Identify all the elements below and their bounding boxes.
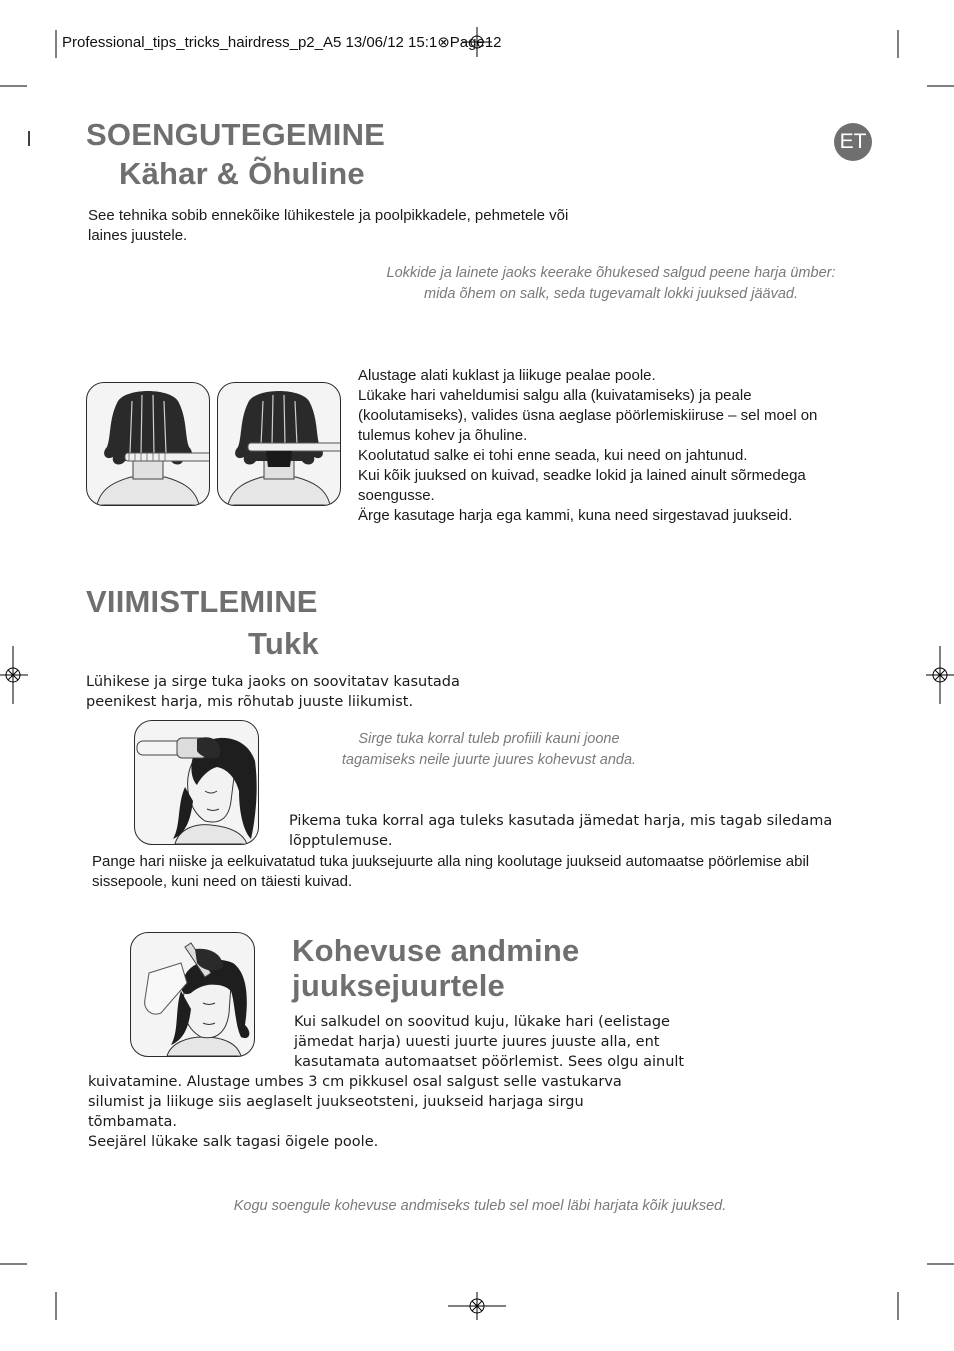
text-line: Lükake hari vaheldumisi salgu alla (kuivatamiseks) ja peale (358, 387, 752, 404)
text-line: tõmbamata. (88, 1114, 177, 1130)
text-line: Lokkide ja lainete jaoks keerake õhukesed salgud peene harja ümber: (386, 265, 836, 281)
section2-instructions (92, 852, 809, 892)
section-subtitle-fringe: Tukk (248, 626, 319, 661)
text-line: Lühikese ja sirge tuka jaoks on soovitatav kasutada (86, 674, 460, 690)
text-line: tagamiseks neile juurte juures kohevust anda. (341, 751, 637, 768)
section1-intro (88, 206, 568, 246)
text-line: silumist ja liikuge siis aeglaselt juukseotsteni, juukseid harjaga sirgu (88, 1094, 584, 1110)
text-line: Koolutatud salke ei tohi enne seada, kui need on jahtunud. (358, 447, 748, 464)
text-line: Kui kõik juuksed on kuivad, seadke lokid ja lained ainult sõrmedega (358, 467, 806, 484)
text-line: jämedat harja) uuesti juurte juures juuste alla, ent (294, 1034, 660, 1050)
text-line: Pikema tuka korral aga tuleks kasutada jämedat harja, mis tagab siledama (289, 813, 833, 829)
registration-mark-bottom (448, 1292, 506, 1320)
text-line: (koolutamiseks), valides üsna aeglase pöörlemiskiiruse – sel moel on (358, 407, 818, 424)
section-title-styling: SOENGUTEGEMINE (86, 117, 386, 152)
text-line: kasutamata automaatset pöörlemist. Sees olgu ainult (294, 1054, 685, 1070)
text-line: kuivatamine. Alustage umbes 3 cm pikkusel osal salgust selle vastukarva (88, 1074, 622, 1090)
illustration-root-volume (130, 932, 255, 1057)
registration-mark-right (926, 646, 954, 704)
section2-long-fringe (289, 811, 832, 851)
text-line: Seejärel lükake salk tagasi õigele poole. (88, 1134, 379, 1150)
text-line: Pange hari niiske ja eelkuivatatud tuka juuksejuurte alla ning koolutage juukseid automaatse pöörlemise abil (92, 853, 810, 870)
text-line: Alustage alati kuklast ja liikuge pealae poole. (358, 367, 656, 384)
section1-steps (358, 366, 817, 526)
registration-mark-left (0, 646, 28, 704)
text-line: lõpptulemuse. (289, 833, 393, 849)
section-title-root-volume (292, 933, 579, 1003)
section-title-finishing: VIIMISTLEMINE (86, 584, 318, 619)
illustration-brush-over (217, 382, 341, 506)
section2-tip (300, 729, 678, 770)
section-subtitle-curly: Kähar & Õhuline (119, 156, 365, 191)
illustration-brush-under (86, 382, 210, 506)
text-line: mida õhem on salk, seda tugevamalt lokki juuksed jäävad. (424, 285, 798, 302)
footer-tip: Kogu soengule kohevuse andmiseks tuleb sel moel läbi harjata kõik juuksed. (233, 1198, 727, 1214)
print-slug: Professional_tips_tricks_hairdress_p2_A5 13/06/12 15:1⊗Page12 (62, 34, 502, 51)
text-line: tulemus kohev ja õhuline. (358, 427, 528, 444)
text-line: See tehnika sobib ennekõike lühikestele ja poolpikkadele, pehmetele või (88, 207, 569, 224)
title-line: juuksejuurtele (292, 968, 505, 1003)
title-line: Kohevuse andmine (292, 933, 580, 968)
section2-intro (86, 672, 460, 712)
language-badge: ET (834, 123, 872, 161)
text-line: sissepoole, kuni need on täiesti kuivad. (92, 873, 353, 890)
text-line: peenikest harja, mis rõhutab juuste liikumist. (86, 694, 414, 710)
section3-body-b (88, 1072, 622, 1152)
text-line: Ärge kasutage harja ega kammi, kuna need sirgestavad juukseid. (358, 507, 793, 524)
text-line: laines juustele. (88, 227, 188, 244)
illustration-fringe (134, 720, 259, 845)
section1-tip (340, 263, 882, 304)
section3-body-a (294, 1012, 684, 1072)
text-line: soengusse. (358, 487, 435, 504)
text-line: Kui salkudel on soovitud kuju, lükake hari (eelistage (294, 1014, 670, 1030)
text-line: Sirge tuka korral tuleb profiili kauni joone (358, 731, 620, 747)
